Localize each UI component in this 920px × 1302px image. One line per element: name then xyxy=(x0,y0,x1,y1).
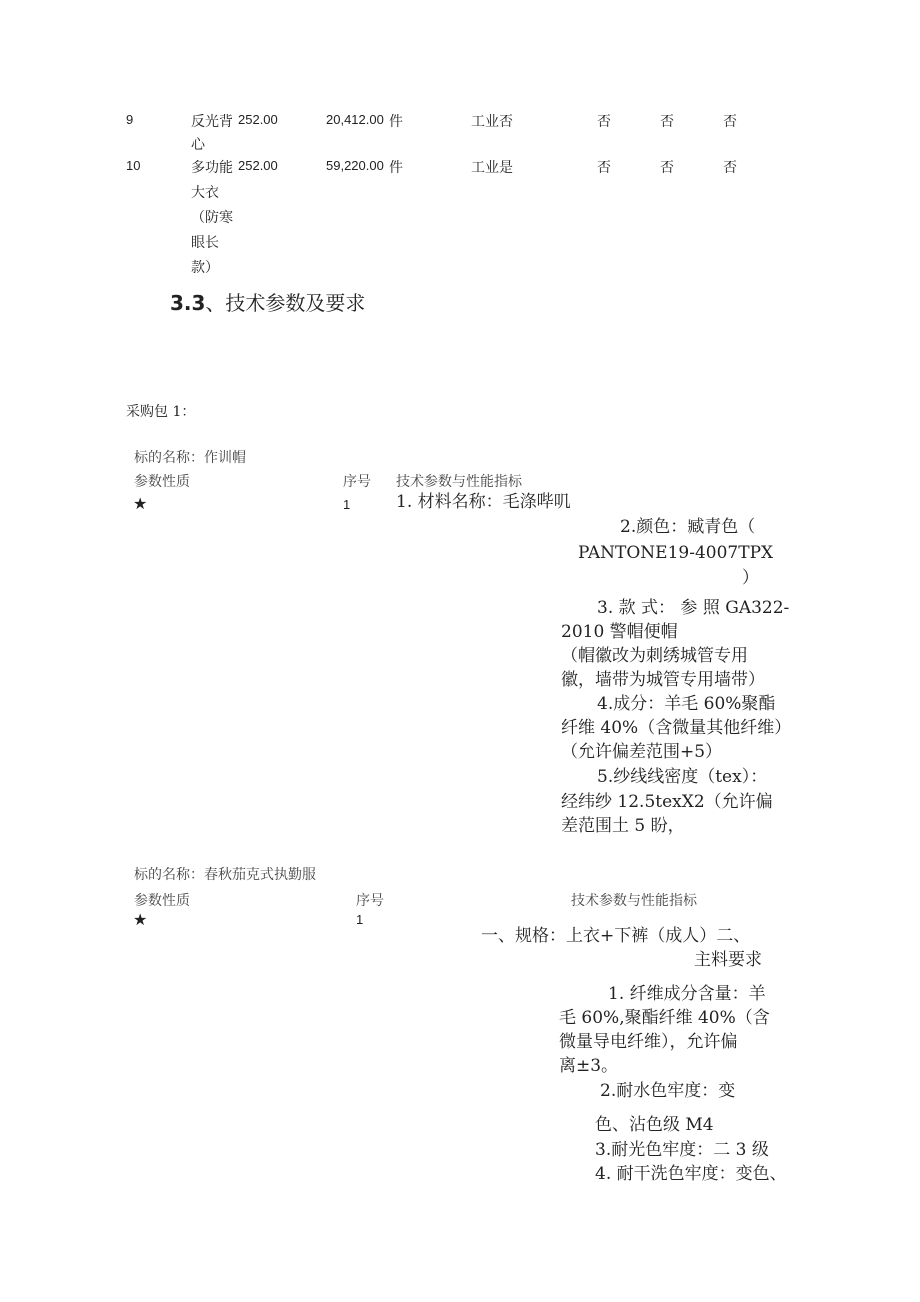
spec-line: 徽，墙带为城管专用墙带） xyxy=(561,670,765,690)
column-header-number: 序号 xyxy=(356,893,384,909)
spec-line: 毛 60%,聚酯纤维 40%（含 xyxy=(559,1008,770,1028)
spec-line: 2010 警帽便帽 xyxy=(561,622,678,642)
spec-line: 4. 耐干洗色牢度：变色、 xyxy=(595,1164,787,1184)
industry-flag: 工业否 xyxy=(471,114,513,130)
spec-line: 3.耐光色牢度：二 3 级 xyxy=(595,1140,769,1160)
total-amount: 20,412.00 xyxy=(326,112,384,127)
package-label: 采购包 1： xyxy=(126,404,196,420)
row-number: 10 xyxy=(126,158,141,173)
total-amount: 59,220.00 xyxy=(326,158,384,173)
column-header-nature: 参数性质 xyxy=(134,893,190,909)
section-number: 3.3 xyxy=(170,291,206,315)
row-number: 1 xyxy=(356,912,364,927)
column-header-nature: 参数性质 xyxy=(134,474,190,490)
item-name-line: 多功能 xyxy=(191,160,233,176)
unit-price: 252.00 xyxy=(238,112,278,127)
column-header-spec: 技术参数与性能指标 xyxy=(571,893,697,909)
spec-line: 1. 纤维成分含量：羊 xyxy=(608,984,766,1004)
spec-line: 一、规格：上衣+下裤（成人）二、 xyxy=(481,926,751,946)
spec-line: 4.成分：羊毛 60%聚酯 xyxy=(597,694,776,714)
spec-line: （帽徽改为刺绣城管专用 xyxy=(561,646,748,666)
unit: 件 xyxy=(389,114,403,130)
row-number: 9 xyxy=(126,112,134,127)
column-header-spec: 技术参数与性能指标 xyxy=(396,474,522,490)
spec-line: PANTONE19-4007TPX xyxy=(578,543,774,563)
spec-line: 差范围土 5 盼， xyxy=(561,816,685,836)
item-name-line: （防寒 xyxy=(191,210,233,226)
spec-line: 2.颜色：臧青色（ xyxy=(620,517,756,537)
spec-line: 纤维 40%（含微量其他纤维） xyxy=(561,718,792,738)
yes-no-cell: 否 xyxy=(660,114,674,130)
spec-line: 离±3。 xyxy=(559,1056,619,1076)
row-number: 1 xyxy=(343,497,351,512)
item-title: 标的名称：春秋茄克式执勤服 xyxy=(134,867,316,883)
item-name-line: 款） xyxy=(191,260,219,276)
spec-line: 微量导电纤维），允许偏 xyxy=(559,1032,738,1052)
yes-no-cell: 否 xyxy=(660,160,674,176)
spec-line: 5.纱线线密度（tex）： xyxy=(597,767,768,787)
yes-no-cell: 否 xyxy=(597,160,611,176)
spec-line: 经纬纱 12.5texX2（允许偏 xyxy=(561,792,773,812)
spec-line: （允许偏差范围+5） xyxy=(561,742,723,762)
section-heading xyxy=(170,287,365,316)
yes-no-cell: 否 xyxy=(723,114,737,130)
spec-line: 2.耐水色牢度：变 xyxy=(600,1081,736,1101)
star-icon: ★ xyxy=(133,494,148,513)
spec-line: ） xyxy=(742,568,759,588)
spec-line: 色、沾色级 M4 xyxy=(595,1115,714,1135)
item-name-line: 眼长 xyxy=(191,235,219,251)
spec-line: 1. 材料名称：毛涤哔叽 xyxy=(396,492,571,512)
spec-line: 3. 款 式： 参 照 GA322- xyxy=(597,598,790,618)
unit: 件 xyxy=(389,160,403,176)
spec-line: 主料要求 xyxy=(694,950,762,970)
item-name-line: 心 xyxy=(191,137,205,153)
star-icon: ★ xyxy=(133,910,148,929)
column-header-number: 序号 xyxy=(343,474,371,490)
yes-no-cell: 否 xyxy=(723,160,737,176)
item-title: 标的名称：作训帽 xyxy=(134,450,246,466)
yes-no-cell: 否 xyxy=(597,114,611,130)
section-title: 、技术参数及要求 xyxy=(205,291,366,315)
item-name-line: 反光背 xyxy=(191,114,233,130)
unit-price: 252.00 xyxy=(238,158,278,173)
industry-flag: 工业是 xyxy=(471,160,513,176)
item-name-line: 大衣 xyxy=(191,185,219,201)
